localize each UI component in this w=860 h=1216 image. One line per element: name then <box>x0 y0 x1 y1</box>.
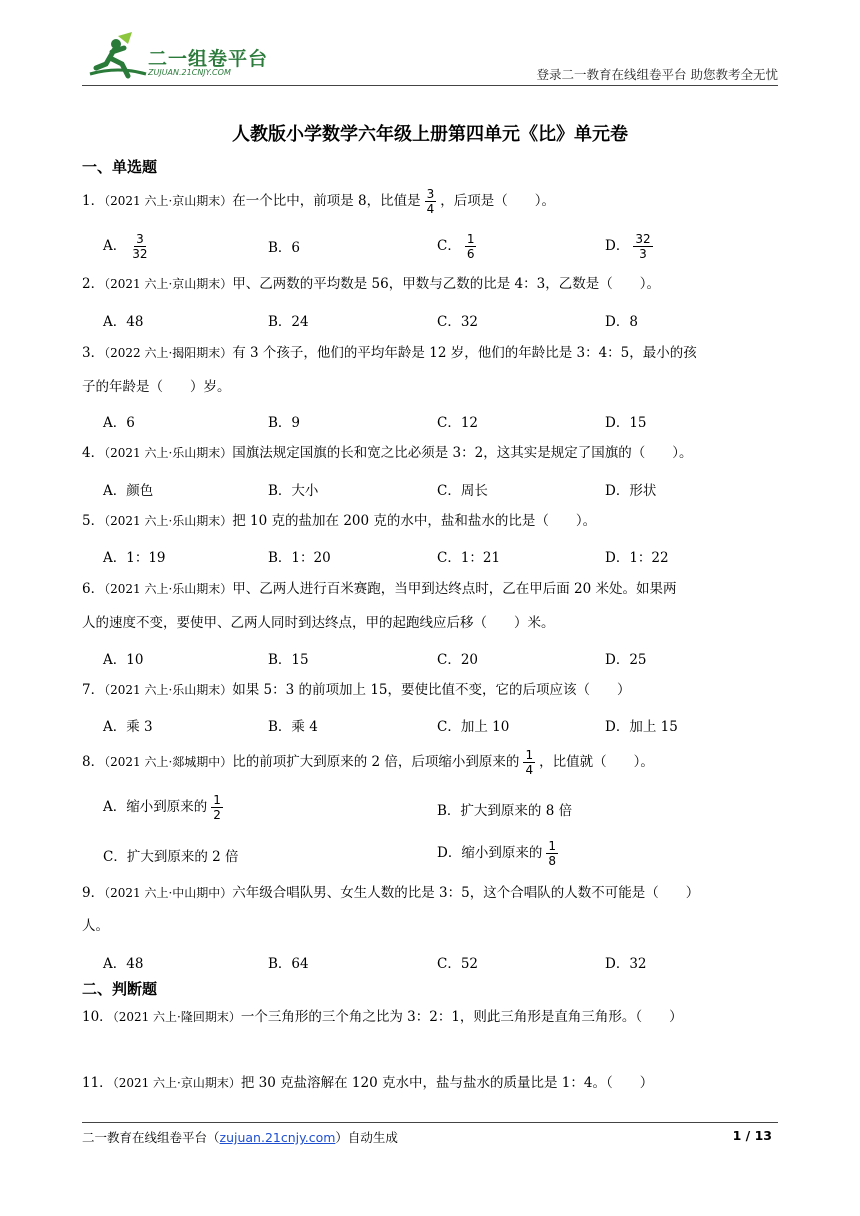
question-4 <box>82 436 782 470</box>
fraction-denominator: 32 <box>132 247 148 261</box>
question-text: 国旗法规定国旗的长和宽之比必须是 3：2，这其实是规定了国旗的（ ）。 <box>232 445 693 461</box>
option-label: D． <box>605 238 630 254</box>
option-b[interactable]: B．64 <box>268 956 309 972</box>
question-3 <box>82 336 782 370</box>
fraction <box>130 232 149 261</box>
question-source: （2021 六上·乐山期末） <box>104 582 233 596</box>
fraction-numerator: 1 <box>466 232 475 246</box>
option-d[interactable] <box>437 839 562 868</box>
fraction-denominator: 6 <box>466 247 475 261</box>
question-number: 10． <box>82 1009 113 1025</box>
option-c[interactable] <box>437 232 480 261</box>
option-b[interactable] <box>268 236 300 256</box>
option-a[interactable]: A．48 <box>103 956 144 972</box>
option-b[interactable]: B．扩大到原来的 8 倍 <box>437 803 573 819</box>
footer-text: 二一教育在线组卷平台（ <box>82 1130 220 1145</box>
option-d[interactable]: D．15 <box>605 415 647 431</box>
question-text: 把 10 克的盐加在 200 克的水中，盐和盐水的比是（ ）。 <box>232 513 597 529</box>
question-text: 把 30 克盐溶解在 120 克水中，盐与盐水的质量比是 1：4。（ ） <box>240 1075 654 1091</box>
question-source: （2021 六上·京山期末） <box>112 1076 241 1090</box>
fraction-denominator: 8 <box>548 854 556 868</box>
fraction-denominator: 4 <box>426 202 435 216</box>
option-label: A． <box>103 238 127 254</box>
question-8 <box>82 745 782 779</box>
question-text: 六年级合唱队男、女生人数的比是 3：5，这个合唱队的人数不可能是（ ） <box>232 885 700 901</box>
question-number: 3． <box>82 345 105 361</box>
option-d[interactable] <box>605 232 657 261</box>
runner-logo-icon <box>88 30 148 82</box>
option-c[interactable]: C．12 <box>437 415 479 431</box>
option-d[interactable]: D．32 <box>605 956 647 972</box>
option-d[interactable]: D．形状 <box>605 483 657 499</box>
logo-subtitle: ZUJUAN.21CNJY.COM <box>148 68 231 77</box>
question-text: 甲、乙两人进行百米赛跑，当甲到达终点时，乙在甲后面 20 米处。如果两 <box>232 581 677 597</box>
footer-link[interactable]: zujuan.21cnjy.com <box>219 1130 336 1145</box>
option-text: 6 <box>291 240 301 256</box>
option-b[interactable]: B．大小 <box>268 483 319 499</box>
fraction-numerator: 32 <box>635 232 651 246</box>
fraction-denominator: 3 <box>639 247 647 261</box>
question-source: （2022 六上·揭阳期末） <box>104 346 233 360</box>
option-text: D．缩小到原来的 <box>437 845 543 861</box>
question-text: 如果 5：3 的前项加上 15，要使比值不变，它的后项应该（ ） <box>232 682 631 698</box>
option-b[interactable]: B．乘 4 <box>268 719 318 735</box>
option-b[interactable]: B．15 <box>268 652 309 668</box>
option-d[interactable]: D．1：22 <box>605 550 669 566</box>
question-number: 4． <box>82 445 105 461</box>
section-heading-true-false: 二、判断题 <box>82 980 158 998</box>
question-source: （2021 六上·郯城期中） <box>104 755 233 769</box>
option-c[interactable]: C．52 <box>437 956 479 972</box>
question-source: （2021 六上·隆回期末） <box>112 1010 241 1024</box>
option-c[interactable]: C．周长 <box>437 483 488 499</box>
question-9-continued: 人。 <box>82 918 109 934</box>
question-2 <box>82 267 782 301</box>
fraction-numerator: 1 <box>525 748 534 762</box>
option-c[interactable]: C．32 <box>437 314 479 330</box>
fraction <box>523 748 535 777</box>
footer-credit <box>82 1128 398 1146</box>
header-slogan: 登录二一教育在线组卷平台 助您教考全无忧 <box>536 67 778 82</box>
question-6-continued: 人的速度不变，要使甲、乙两人同时到达终点，甲的起跑线应后移（ ）米。 <box>82 615 555 631</box>
question-source: （2021 六上·乐山期末） <box>104 514 233 528</box>
question-source: （2021 六上·乐山期末） <box>104 683 233 697</box>
option-d[interactable]: D．25 <box>605 652 647 668</box>
option-a[interactable] <box>103 793 227 822</box>
question-number: 8． <box>82 754 105 770</box>
question-number: 11． <box>82 1075 113 1091</box>
question-number: 1． <box>82 193 105 209</box>
fraction-denominator: 4 <box>525 763 534 777</box>
option-a[interactable] <box>103 232 154 261</box>
option-c[interactable]: C．1：21 <box>437 550 501 566</box>
question-text: 甲、乙两数的平均数是 56，甲数与乙数的比是 4：3，乙数是（ ）。 <box>232 276 660 292</box>
header-divider <box>82 85 778 86</box>
question-3-continued: 子的年龄是（ ）岁。 <box>82 379 231 395</box>
question-text: 在一个比中，前项是 8，比值是 <box>232 193 421 209</box>
fraction <box>546 839 558 868</box>
question-5 <box>82 504 782 538</box>
option-a[interactable]: A．6 <box>103 415 135 431</box>
question-1 <box>82 184 782 218</box>
section-heading-single-choice: 一、单选题 <box>82 158 158 176</box>
fraction <box>211 793 223 822</box>
question-6 <box>82 572 782 606</box>
question-11 <box>82 1066 782 1100</box>
option-b[interactable]: B．24 <box>268 314 309 330</box>
option-c[interactable]: C．扩大到原来的 2 倍 <box>103 849 239 865</box>
fraction-numerator: 1 <box>213 793 221 807</box>
footer-divider <box>82 1122 778 1123</box>
option-c[interactable]: C．加上 10 <box>437 719 510 735</box>
page-number: 1 / 13 <box>732 1128 772 1143</box>
question-source: （2021 六上·京山期末） <box>104 194 233 208</box>
question-text: 有 3 个孩子，他们的平均年龄是 12 岁，他们的年龄比是 3：4：5，最小的孩 <box>232 345 697 361</box>
question-number: 6． <box>82 581 105 597</box>
option-label: C． <box>437 238 461 254</box>
footer-text: ）自动生成 <box>335 1130 398 1145</box>
question-number: 7． <box>82 682 105 698</box>
option-c[interactable]: C．20 <box>437 652 479 668</box>
option-label: B． <box>268 240 292 256</box>
question-number: 9． <box>82 885 105 901</box>
question-9 <box>82 876 782 910</box>
question-number: 5． <box>82 513 105 529</box>
option-a[interactable]: A．48 <box>103 314 144 330</box>
question-number: 2． <box>82 276 105 292</box>
question-text: ，比值就（ ）。 <box>539 754 654 770</box>
question-text: 比的前项扩大到原来的 2 倍，后项缩小到原来的 <box>232 754 520 770</box>
option-a[interactable]: A．10 <box>103 652 144 668</box>
question-10 <box>82 1000 782 1034</box>
option-a[interactable]: A．乘 3 <box>103 719 153 735</box>
fraction-denominator: 2 <box>213 808 221 822</box>
option-text: A．缩小到原来的 <box>103 799 208 815</box>
option-d[interactable]: D．8 <box>605 314 638 330</box>
question-source: （2021 六上·乐山期末） <box>104 446 233 460</box>
option-b[interactable]: B．9 <box>268 415 301 431</box>
option-a[interactable]: A．1：19 <box>103 550 166 566</box>
document-title: 人教版小学数学六年级上册第四单元《比》单元卷 <box>232 124 628 145</box>
option-b[interactable]: B．1：20 <box>268 550 331 566</box>
fraction-numerator: 3 <box>426 187 435 201</box>
question-source: （2021 六上·中山期中） <box>104 886 233 900</box>
fraction <box>465 232 477 261</box>
logo-title: 二一组卷平台 <box>148 48 269 70</box>
fraction <box>633 232 652 261</box>
question-source: （2021 六上·京山期末） <box>104 277 233 291</box>
fraction <box>425 187 437 216</box>
option-d[interactable]: D．加上 15 <box>605 719 678 735</box>
fraction-numerator: 3 <box>136 232 144 246</box>
question-7 <box>82 673 782 707</box>
fraction-numerator: 1 <box>548 839 556 853</box>
question-text: ，后项是（ ）。 <box>440 193 556 209</box>
question-text: 一个三角形的三个角之比为 3：2：1，则此三角形是直角三角形。（ ） <box>240 1009 683 1025</box>
option-a[interactable]: A．颜色 <box>103 483 154 499</box>
